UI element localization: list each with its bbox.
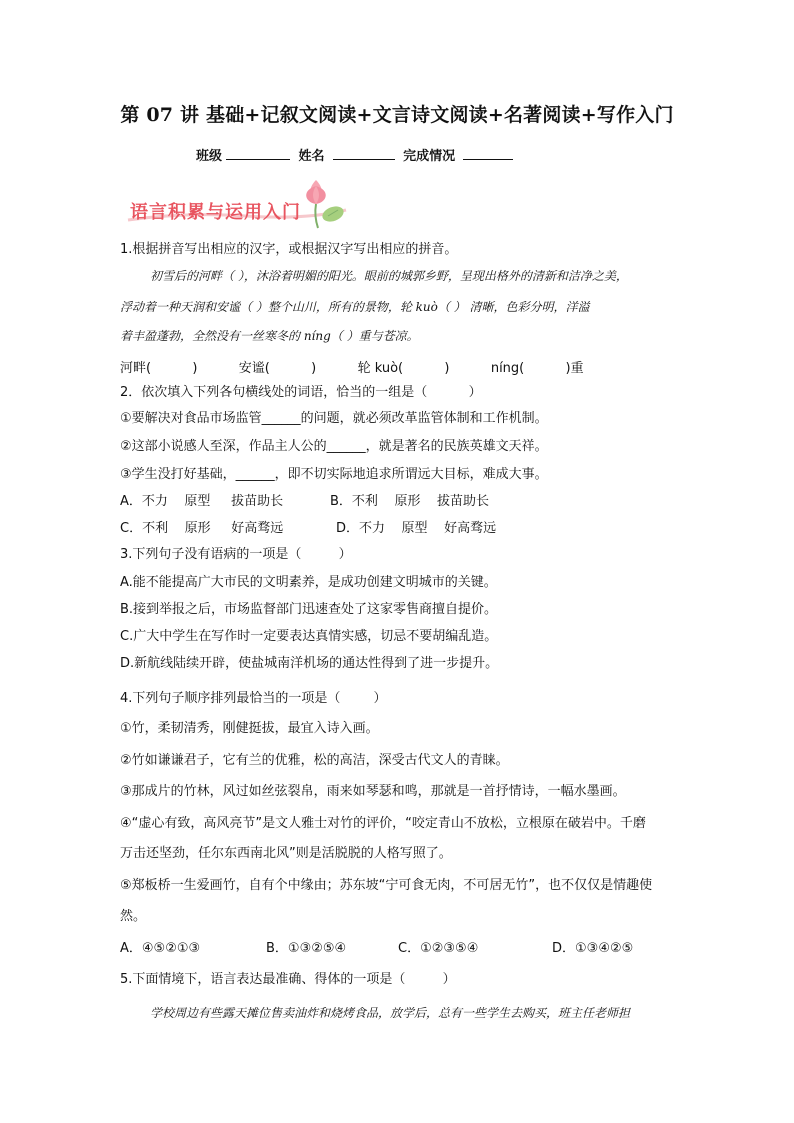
q5-stem: 5.下面情境下，语言表达最准确、得体的一项是（ ） — [120, 972, 456, 987]
q1-passage-line-1: 初雪后的河畔（ ），沐浴着明媚的阳光。眼前的城郭乡野，呈现出格外的清新和洁净之美， — [150, 269, 628, 283]
q2-sentence-1: ①要解决对食品市场监管______的问题，就必须改革监管体制和工作机制。 — [120, 411, 548, 426]
q4-stem: 4.下列句子顺序排列最恰当的一项是（ ） — [120, 691, 387, 706]
q1-passage-line-2: 浮动着一种天润和安谧（ ）整个山川，所有的景物，轮 kuò（ ） 清晰，色彩分明，洋溢 — [120, 300, 590, 314]
q5-passage: 学校周边有些露天摊位售卖油炸和烧烤食品，放学后，总有一些学生去购买，班主任老师担 — [150, 1006, 631, 1020]
class-blank — [226, 146, 290, 160]
q2-option-c: C．不利 原形 好高骛远 — [120, 521, 284, 536]
q1-passage-line-3: 着丰盈蓬勃，全然没有一丝寒冬的 níng（ ）重与苍凉。 — [120, 329, 419, 343]
q2-option-a: A．不力 原型 拔苗助长 — [120, 494, 284, 509]
q3-option-d: D.新航线陆续开辟，使盐城南洋机场的通达性得到了进一步提升。 — [120, 656, 499, 671]
q4-sentence-5-line-1: ⑤郑板桥一生爱画竹，自有个中缘由；苏东坡“宁可食无肉，不可居无竹”，也不仅仅是情趣使 — [120, 878, 653, 893]
q4-sentence-4-line-1: ④“虚心有致，高风亮节”是文人雅士对竹的评价，“咬定青山不放松，立根原在破岩中。千磨 — [120, 816, 646, 831]
q2-stem: 2．依次填入下列各句横线处的词语，恰当的一组是（ ） — [120, 385, 482, 400]
class-label: 班级 — [196, 149, 223, 164]
q3-option-c: C.广大中学生在写作时一定要表达真情实感，切忌不要胡编乱造。 — [120, 629, 498, 644]
name-label: 姓名 — [298, 149, 325, 164]
q4-option-d: D．①③④②⑤ — [552, 941, 634, 956]
section-banner-title: 语言积累与运用入门 — [130, 202, 301, 223]
student-info-line — [196, 145, 517, 164]
q3-option-b: B.接到举报之后，市场监督部门迅速查处了这家零售商擅自提价。 — [120, 602, 498, 617]
q4-sentence-2: ②竹如谦谦君子，它有兰的优雅，松的高洁，深受古代文人的青睐。 — [120, 753, 509, 768]
name-blank — [333, 146, 395, 160]
q2-option-b: B．不利 原形 拔苗助长 — [330, 494, 489, 509]
q4-option-a: A．④⑤②①③ — [120, 941, 201, 956]
q3-stem: 3.下列句子没有语病的一项是（ ） — [120, 547, 352, 562]
q2-sentence-2: ②这部小说感人至深，作品主人公的______，就是著名的民族英雄文天祥。 — [120, 439, 548, 454]
q4-sentence-4-line-2: 万击还坚劲，任尔东西南北风”则是活脱脱的人格写照了。 — [120, 846, 452, 861]
q3-option-a: A.能不能提高广大市民的文明素养，是成功创建文明城市的关键。 — [120, 575, 497, 590]
status-blank — [463, 146, 513, 160]
q4-option-c: C．①②③⑤④ — [398, 941, 479, 956]
q1-stem: 1.根据拼音写出相应的汉字，或根据汉字写出相应的拼音。 — [120, 242, 458, 257]
status-label: 完成情况 — [403, 149, 456, 164]
q4-sentence-1: ①竹，柔韧清秀，刚健挺拔，最宜入诗入画。 — [120, 721, 379, 736]
q4-option-b: B．①③②⑤④ — [266, 941, 347, 956]
q4-sentence-5-line-2: 然。 — [120, 909, 147, 924]
q2-sentence-3: ③学生没打好基础，______，即不切实际地追求所谓远大目标，难成大事。 — [120, 467, 548, 482]
q1-answers: 河畔( ) 安谧( ) 轮 kuò( ) níng( )重 — [120, 361, 584, 376]
q2-option-d: D．不力 原型 好高骛远 — [336, 521, 497, 536]
q4-sentence-3: ③那成片的竹林，风过如丝弦裂帛，雨来如琴瑟和鸣，那就是一首抒情诗，一幅水墨画。 — [120, 784, 626, 799]
section-banner — [126, 180, 356, 230]
page-title: 第 07 讲 基础+记叙文阅读+文言诗文阅读+名著阅读+写作入门 — [120, 104, 674, 126]
